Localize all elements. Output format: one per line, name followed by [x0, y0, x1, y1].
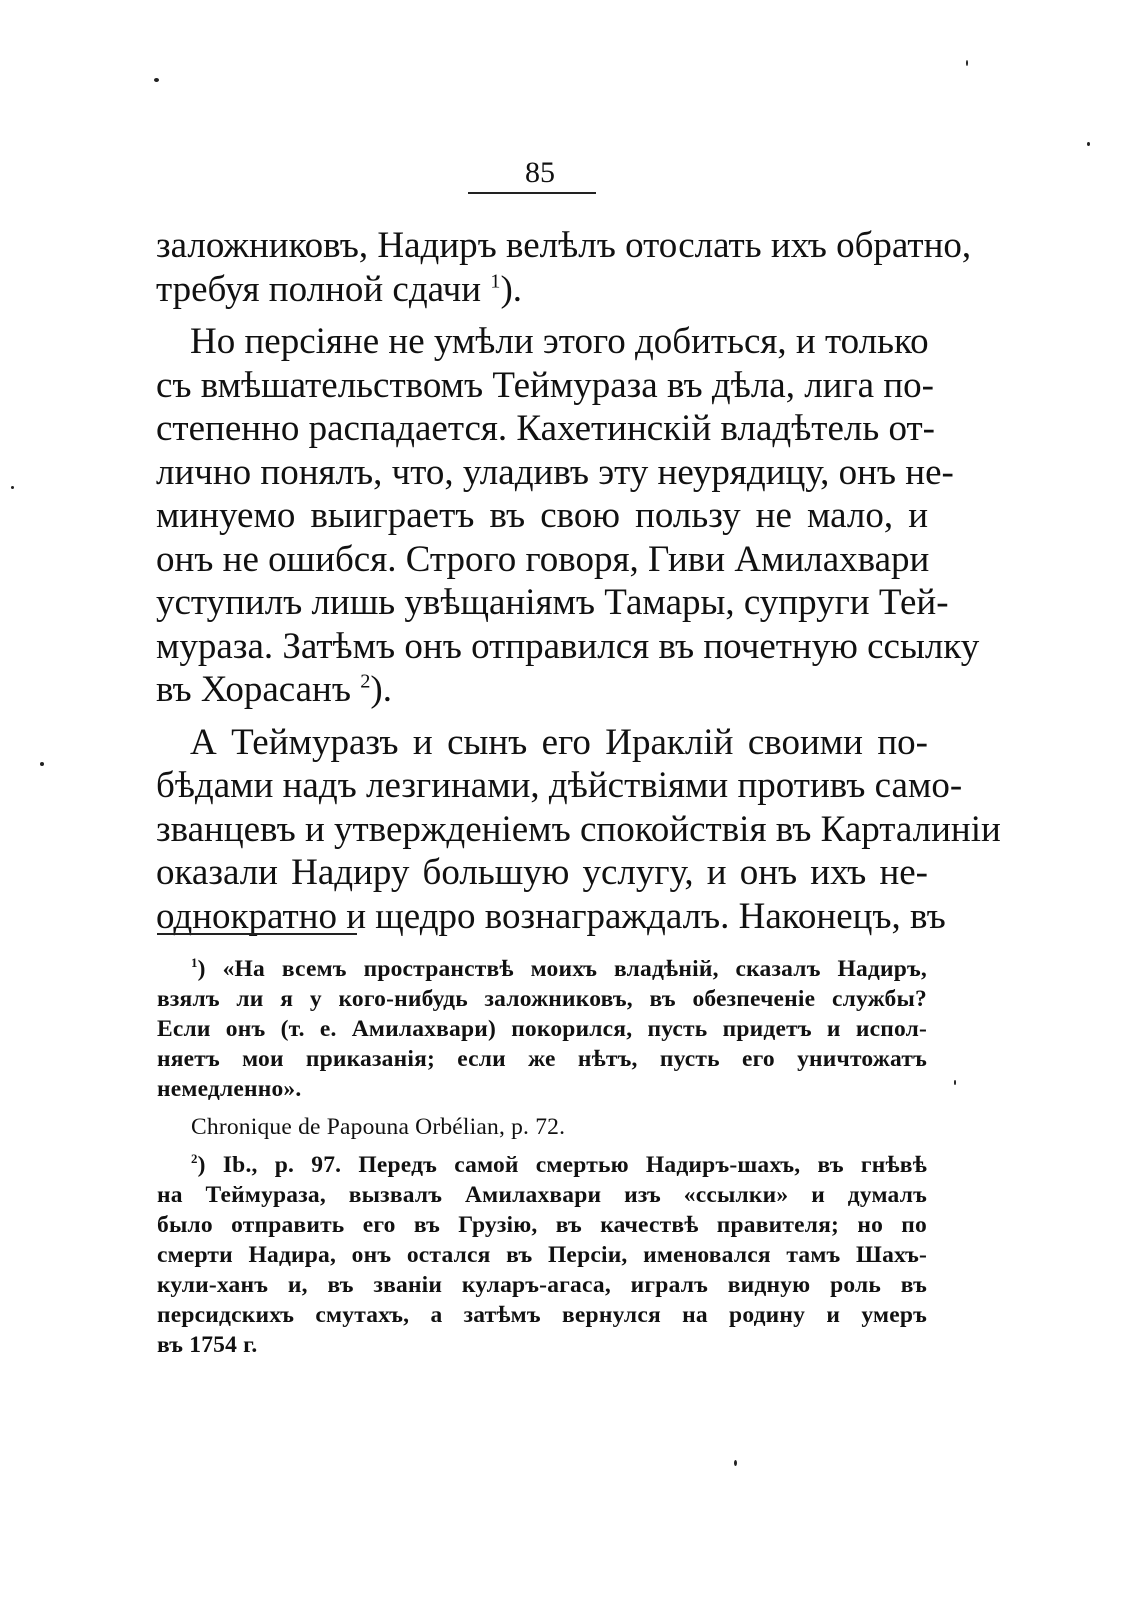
footnote-line: персидскихъ смутахъ, а затѣмъ вернулся на родину и умеръ	[157, 1302, 927, 1328]
footnote-line: было отправить его въ Грузію, въ качествѣ правителя; но по	[157, 1212, 927, 1238]
footnote-line: взялъ ли я у кого-нибудь заложниковъ, въ обезпеченіе службы?	[157, 986, 927, 1012]
body-line	[156, 668, 928, 712]
body-line: А Теймуразъ и сынъ его Ираклій своими по-	[190, 721, 928, 763]
footnote-line: Если онъ (т. е. Амилахвари) покорился, пусть придетъ и испол-	[157, 1016, 927, 1042]
body-line: оказали Надиру большую услугу, и онъ ихъ не-	[156, 852, 928, 893]
body-line: онъ не ошибся. Строго говоря, Гиви Амилахвари	[156, 538, 930, 580]
scan-speck	[154, 78, 159, 82]
body-line: минуемо выиграетъ въ свою пользу не мало, и	[156, 495, 928, 536]
footnotes	[157, 954, 927, 1360]
footnote-line: въ 1754 г.	[157, 1332, 258, 1358]
body-line: заложниковъ, Надиръ велѣлъ отослать ихъ обратно,	[156, 225, 972, 266]
scan-speck	[1087, 142, 1090, 146]
footnote-source: Chronique de Papouna Orbélian, p. 72.	[191, 1114, 566, 1140]
footnote-marker-2: 2	[191, 1151, 198, 1167]
footnote-line: на Теймураза, вызвалъ Амилахвари изъ «ссылки» и думалъ	[157, 1182, 927, 1208]
body-line: Но персіяне не умѣли этого добиться, и только	[190, 321, 929, 362]
footnote-separator	[157, 933, 357, 935]
footnote-line	[157, 954, 927, 984]
body-line: уступилъ лишь увѣщаніямъ Тамары, супруги Тей-	[156, 582, 949, 623]
footnote-line-text: ) Ib., p. 97. Передъ самой смертью Надиръ-шахъ, въ гнѣвѣ	[197, 1152, 927, 1178]
footnote-line: кули-ханъ и, въ званіи куларъ-агаса, игралъ видную роль въ	[157, 1272, 927, 1298]
body-line: званцевъ и утвержденіемъ спокойствія въ Карталиніи	[156, 808, 1001, 850]
footnote-line-text: ) «На всемъ пространствѣ моихъ владѣній, сказалъ Надиръ,	[197, 956, 927, 982]
body-line	[156, 268, 928, 312]
scan-speck	[734, 1460, 737, 1466]
scan-speck	[966, 60, 968, 66]
footnote-line	[157, 1150, 927, 1180]
footnote-ref-1: 1	[490, 270, 501, 293]
body-line: лично понялъ, что, уладивъ эту неурядицу, онъ не-	[156, 451, 954, 493]
footnote-line: смерти Надира, онъ остался въ Персіи, именовался тамъ Шахъ-	[157, 1242, 927, 1268]
footnote-line: немедленно».	[157, 1076, 302, 1102]
body-line-text: въ Хорасанъ	[156, 669, 351, 710]
body-line: съ вмѣшательствомъ Теймураза въ дѣла, лига по-	[156, 364, 934, 406]
body-line: степенно распадается. Кахетинскій владѣтель от-	[156, 408, 935, 449]
footnote-ref-1-close: ).	[500, 268, 523, 310]
body-line-text: требуя полной сдачи	[156, 268, 482, 310]
footnote-ref-2: 2	[360, 670, 371, 693]
scan-speck	[11, 486, 14, 489]
page-number: 85	[525, 156, 555, 189]
body-line: бѣдами надъ лезгинами, дѣйствіями противъ само-	[156, 765, 963, 806]
footnote-marker-1: 1	[191, 955, 198, 971]
page-number-rule	[468, 192, 596, 194]
footnote-line: няетъ мои приказанія; если же нѣтъ, пусть его уничтожатъ	[157, 1046, 927, 1072]
scan-speck	[954, 1080, 956, 1085]
body-line: однократно и щедро вознаграждалъ. Наконецъ, въ	[156, 895, 946, 937]
scan-speck	[40, 762, 44, 766]
body-line: мураза. Затѣмъ онъ отправился въ почетную ссылку	[156, 625, 980, 667]
footnote-ref-2-close: ).	[370, 669, 392, 710]
body-text	[156, 224, 1001, 938]
